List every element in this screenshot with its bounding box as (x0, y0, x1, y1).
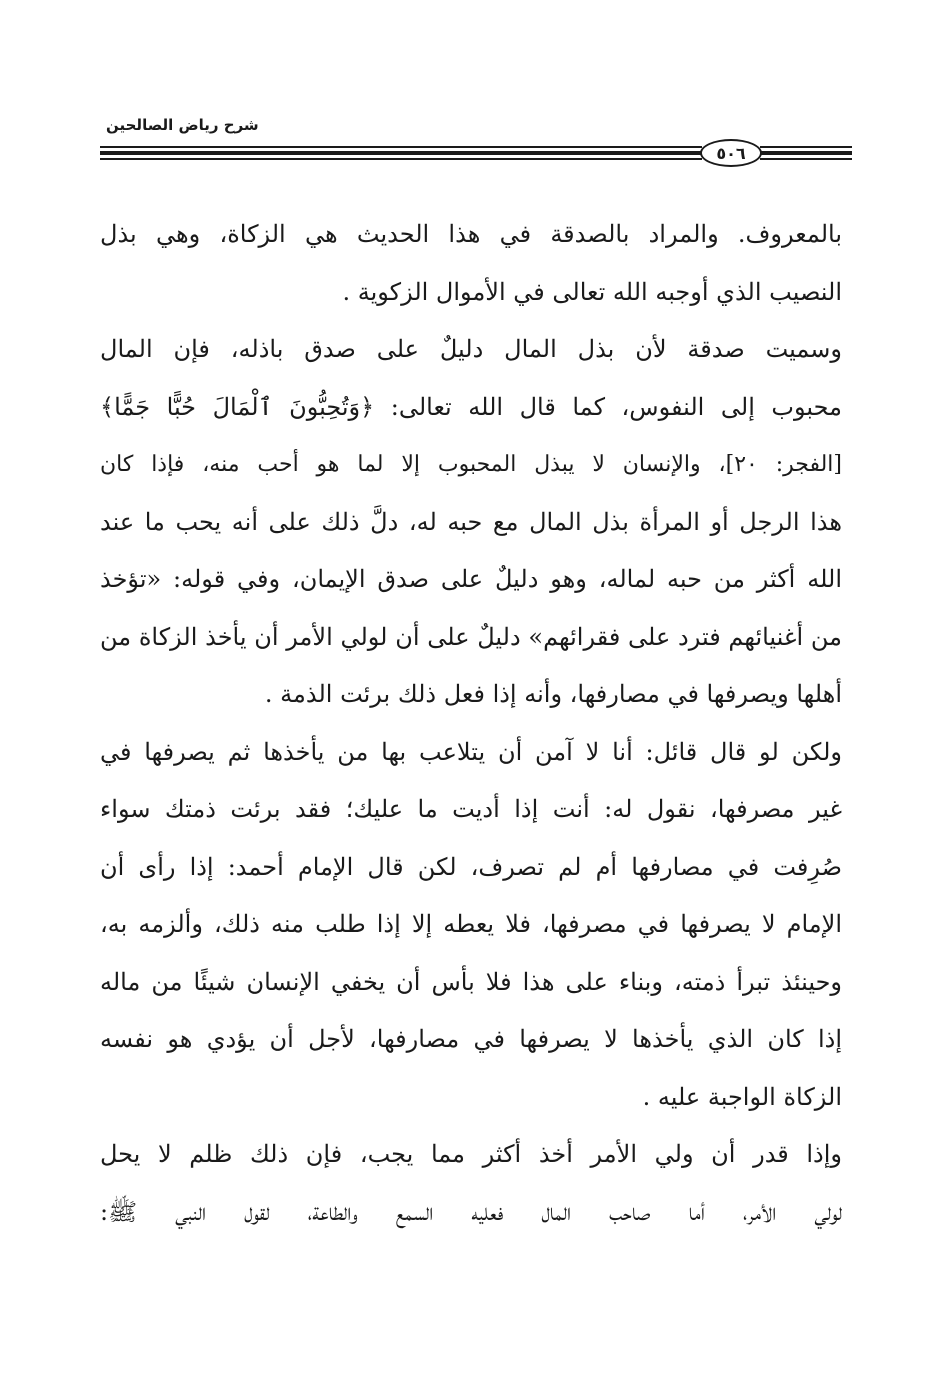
hadith-line: من أغنيائهم فترد على فقرائهم» دليلٌ على أن لولي الأمر أن يأخذ الزكاة من (100, 622, 842, 651)
text-line: أهلها ويصرفها في مصارفها، وأنه إذا فعل ذلك برئت الذمة . (264, 680, 842, 708)
text-line: الله أكثر من حبه لماله، وهو دليلٌ على صدق الإيمان، وفي قوله: «تؤخذ (100, 565, 842, 593)
text-line: لولي الأمر، أما صاحب المال فعليه السمع والطاعة، لقول النبي ﷺ: (100, 1197, 842, 1226)
text-line: النصيب الذي أوجبه الله تعالى في الأموال الزكوية . (342, 277, 842, 306)
text-line: غير مصرفها، نقول له: أنت إذا أديت ما عليك؛ فقد برئت ذمتك سواء (100, 795, 842, 823)
text-line: صُرِفت في مصارفها أم لم تصرف، لكن قال الإمام أحمد: إذا رأى أن (100, 852, 842, 881)
body-text (100, 206, 842, 1241)
text-line: بالمعروف. والمراد بالصدقة في هذا الحديث هي الزكاة، وهي بذل (100, 220, 842, 248)
text-line: هذا الرجل أو المرأة بذل المال مع حبه له، دلَّ ذلك على أنه يحب ما عند (100, 507, 842, 536)
book-title: شرح رياض الصالحين (106, 116, 259, 134)
quran-verse-line: محبوب إلى النفوس، كما قال الله تعالى: ﴿وَتُحِبُّونَ ٱلْمَالَ حُبًّا جَمًّا﴾ (100, 392, 842, 421)
running-header (100, 112, 852, 182)
text-line: إذا كان الذي يأخذها لا يصرفها في مصارفها، لأجل أن يؤدي هو نفسه (100, 1025, 842, 1053)
text-line: [الفجر: ٢٠]، والإنسان لا يبذل المحبوب إلا لما هو أحب منه، فإذا كان (100, 452, 842, 477)
text-line: ولكن لو قال قائل: أنا لا آمن أن يتلاعب بها من يأخذها ثم يصرفها في (100, 737, 842, 766)
text-line: الزكاة الواجبة عليه . (642, 1082, 842, 1111)
header-rule (760, 151, 852, 155)
header-rule (760, 158, 852, 160)
header-rule (100, 146, 702, 148)
text-line: وإذا قدر أن ولي الأمر أخذ أكثر مما يجب، فإن ذلك ظلم لا يحل (100, 1140, 842, 1168)
text-line: وسميت صدقة لأن بذل المال دليلٌ على صدق باذله، فإن المال (100, 335, 842, 363)
page-number: ٥٠٦ (700, 139, 762, 167)
text-line: وحينئذ تبرأ ذمته، وبناء على هذا فلا بأس أن يخفي الإنسان شيئًا من ماله (100, 967, 842, 996)
header-rule (100, 158, 702, 160)
text-line: الإمام لا يصرفها في مصرفها، فلا يعطه إلا إذا طلب منه ذلك، وألزمه به، (100, 910, 842, 938)
header-rule (100, 151, 702, 155)
header-rule (760, 146, 852, 148)
